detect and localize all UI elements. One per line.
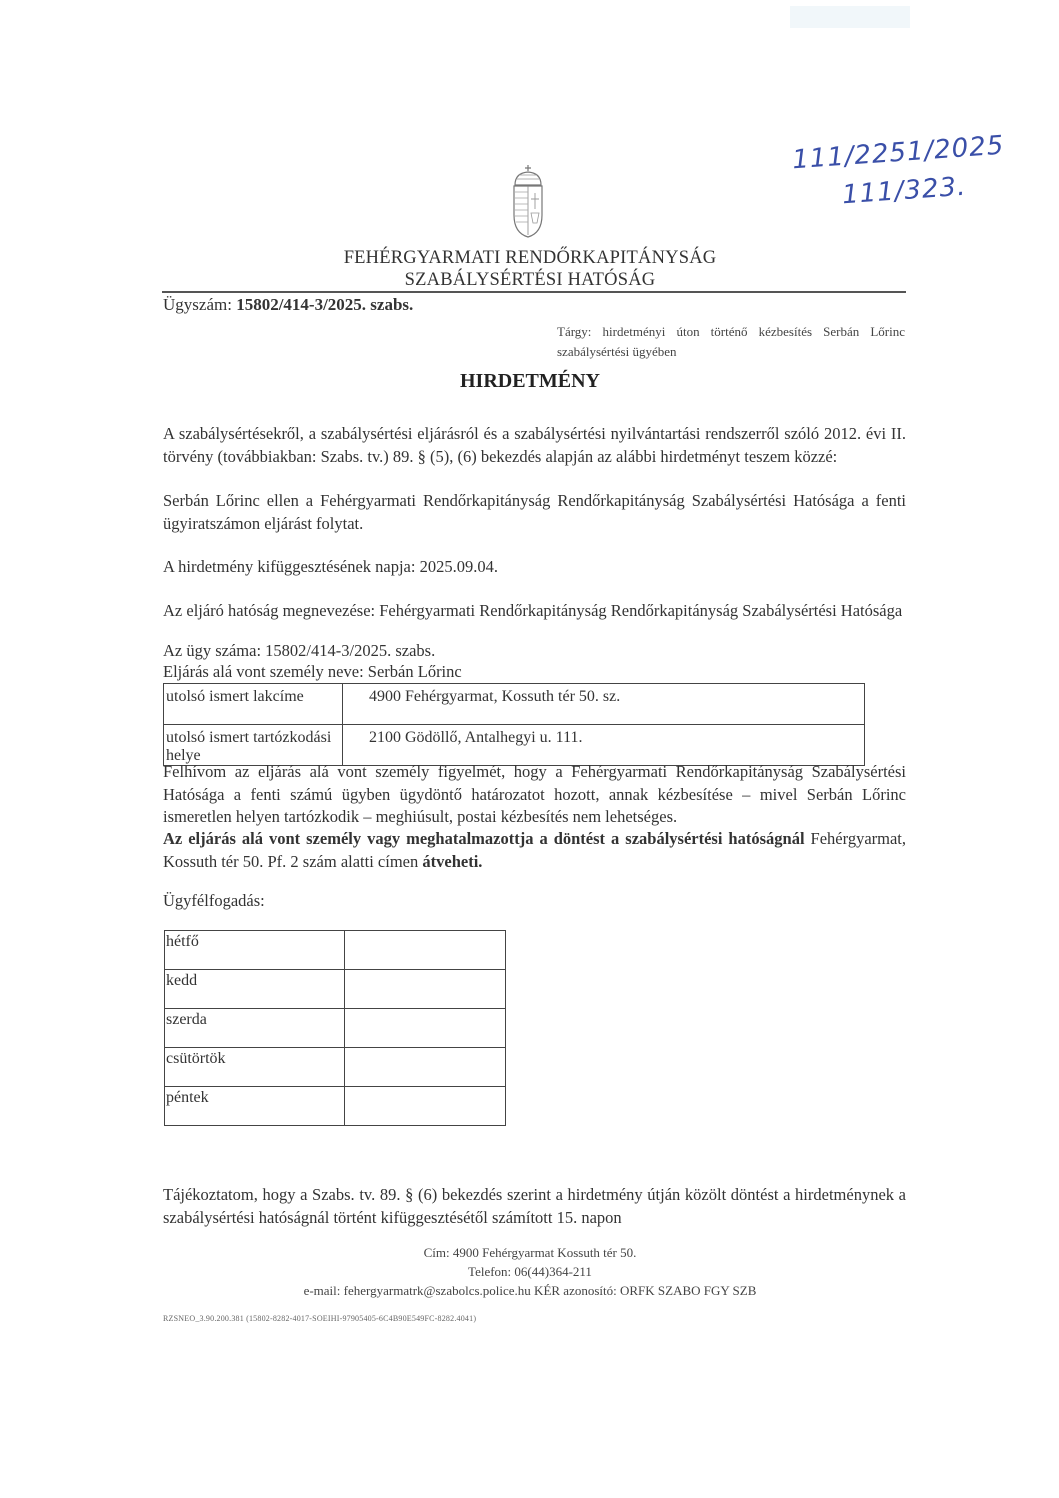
handwritten-reference-line1: 111/2251/2025: [791, 130, 1006, 176]
pickup-address: Fehérgyarmat, Kossuth tér 50. Pf. 2 szám alatti címen: [163, 829, 906, 871]
address-table: [163, 683, 865, 766]
table-row: [165, 1009, 506, 1048]
office-hours-label: Ügyfélfogadás:: [163, 891, 265, 910]
day-hours: [345, 1009, 506, 1048]
day-label: hétfő: [165, 931, 345, 970]
footer-email: e-mail: fehergyarmatrk@szabolcs.police.hu KÉR azonosító: ORFK SZABO FGY SZB: [303, 1283, 757, 1298]
day-label: péntek: [165, 1087, 345, 1126]
hungarian-coat-of-arms-icon: [509, 163, 547, 239]
handwritten-reference-line2: 111/323.: [841, 171, 968, 211]
notice-paragraph: Felhívom az eljárás alá vont személy figyelmét, hogy a Fehérgyarmati Rendőrkapitányság Szabálysértési Hatósága a fenti számú ügyben ügydöntő határozatot hozott, annak kézbesítése – mivel Serbán Lőrinc ismeretlen helyen tartózkodik – meghiúsult, postai kézbesítés nem lehetséges.: [163, 762, 906, 826]
authority-name: Az eljáró hatóság megnevezése: Fehérgyarmati Rendőrkapitányság Rendőrkapitányság Szabálysértési Hatósága: [163, 601, 903, 620]
footer-address: Cím: 4900 Fehérgyarmat Kossuth tér 50.: [423, 1245, 637, 1260]
table-row: [165, 970, 506, 1009]
table-row: [165, 1048, 506, 1087]
address-label: utolsó ismert lakcíme: [164, 684, 343, 725]
day-label: szerda: [165, 1009, 345, 1048]
pickup-bold-end: átveheti.: [422, 851, 483, 871]
day-hours: [345, 931, 506, 970]
case-number-value: 15802/414-3/2025. szabs.: [236, 295, 414, 314]
pickup-paragraph: [163, 828, 906, 873]
document-title: HIRDETMÉNY: [459, 370, 600, 392]
address-value: 2100 Gödöllő, Antalhegyi u. 111.: [343, 725, 865, 766]
organization-name: FEHÉRGYARMATI RENDŐRKAPITÁNYSÁG: [343, 248, 717, 268]
case-number-label: Ügyszám:: [163, 295, 232, 314]
header-divider: [162, 291, 906, 293]
day-hours: [345, 1087, 506, 1126]
faint-scan-mark: [790, 6, 910, 28]
day-hours: [345, 970, 506, 1009]
day-hours: [345, 1048, 506, 1087]
case-number-detail: Az ügy száma: 15802/414-3/2025. szabs.: [163, 641, 436, 660]
case-number-line: [163, 295, 413, 315]
footer-phone: Telefon: 06(44)364-211: [468, 1264, 592, 1279]
table-row: [165, 1087, 506, 1126]
intro-paragraph: A szabálysértésekről, a szabálysértési eljárásról és a szabálysértési nyilvántartási rendszerről szóló 2012. évi II. törvény (továbbiakban: Szabs. tv.) 89. § (5), (6) bekezdés alapján az alábbi hirdetményt teszem közzé:: [163, 424, 906, 466]
person-name: Eljárás alá vont személy neve: Serbán Lőrinc: [163, 662, 462, 681]
address-label: utolsó ismert tartózkodási helye: [164, 725, 343, 766]
document-id: RZSNEO_3.90.200.381 (15802-8282-4017-SOEIHI-97905405-6C4B90E549FC-8282.4041): [163, 1314, 477, 1323]
day-label: csütörtök: [165, 1048, 345, 1087]
address-value: 4900 Fehérgyarmat, Kossuth tér 50. sz.: [343, 684, 865, 725]
closing-paragraph: Tájékoztatom, hogy a Szabs. tv. 89. § (6) bekezdés szerint a hirdetmény útján közölt döntést a hirdetménynek a szabálysértési hatóságnál történt kifüggesztésétől számított 15. napon: [163, 1185, 906, 1227]
table-row: [164, 684, 865, 725]
posting-date: A hirdetmény kifüggesztésének napja: 2025.09.04.: [163, 557, 498, 576]
pickup-bold: Az eljárás alá vont személy vagy meghatalmazottja a döntést a szabálysértési hatóságnál: [163, 829, 805, 848]
table-row: [165, 931, 506, 970]
day-label: kedd: [165, 970, 345, 1009]
subject-text: Tárgy: hirdetményi úton történő kézbesítés Serbán Lőrinc szabálysértési ügyében: [557, 324, 905, 359]
organization-department: SZABÁLYSÉRTÉSI HATÓSÁG: [404, 270, 656, 290]
office-hours-table: [164, 930, 506, 1126]
table-row: [164, 725, 865, 766]
proceeding-paragraph: Serbán Lőrinc ellen a Fehérgyarmati Rendőrkapitányság Rendőrkapitányság Szabálysértési Hatósága a fenti ügyiratszámon eljárást folytat.: [163, 491, 906, 533]
